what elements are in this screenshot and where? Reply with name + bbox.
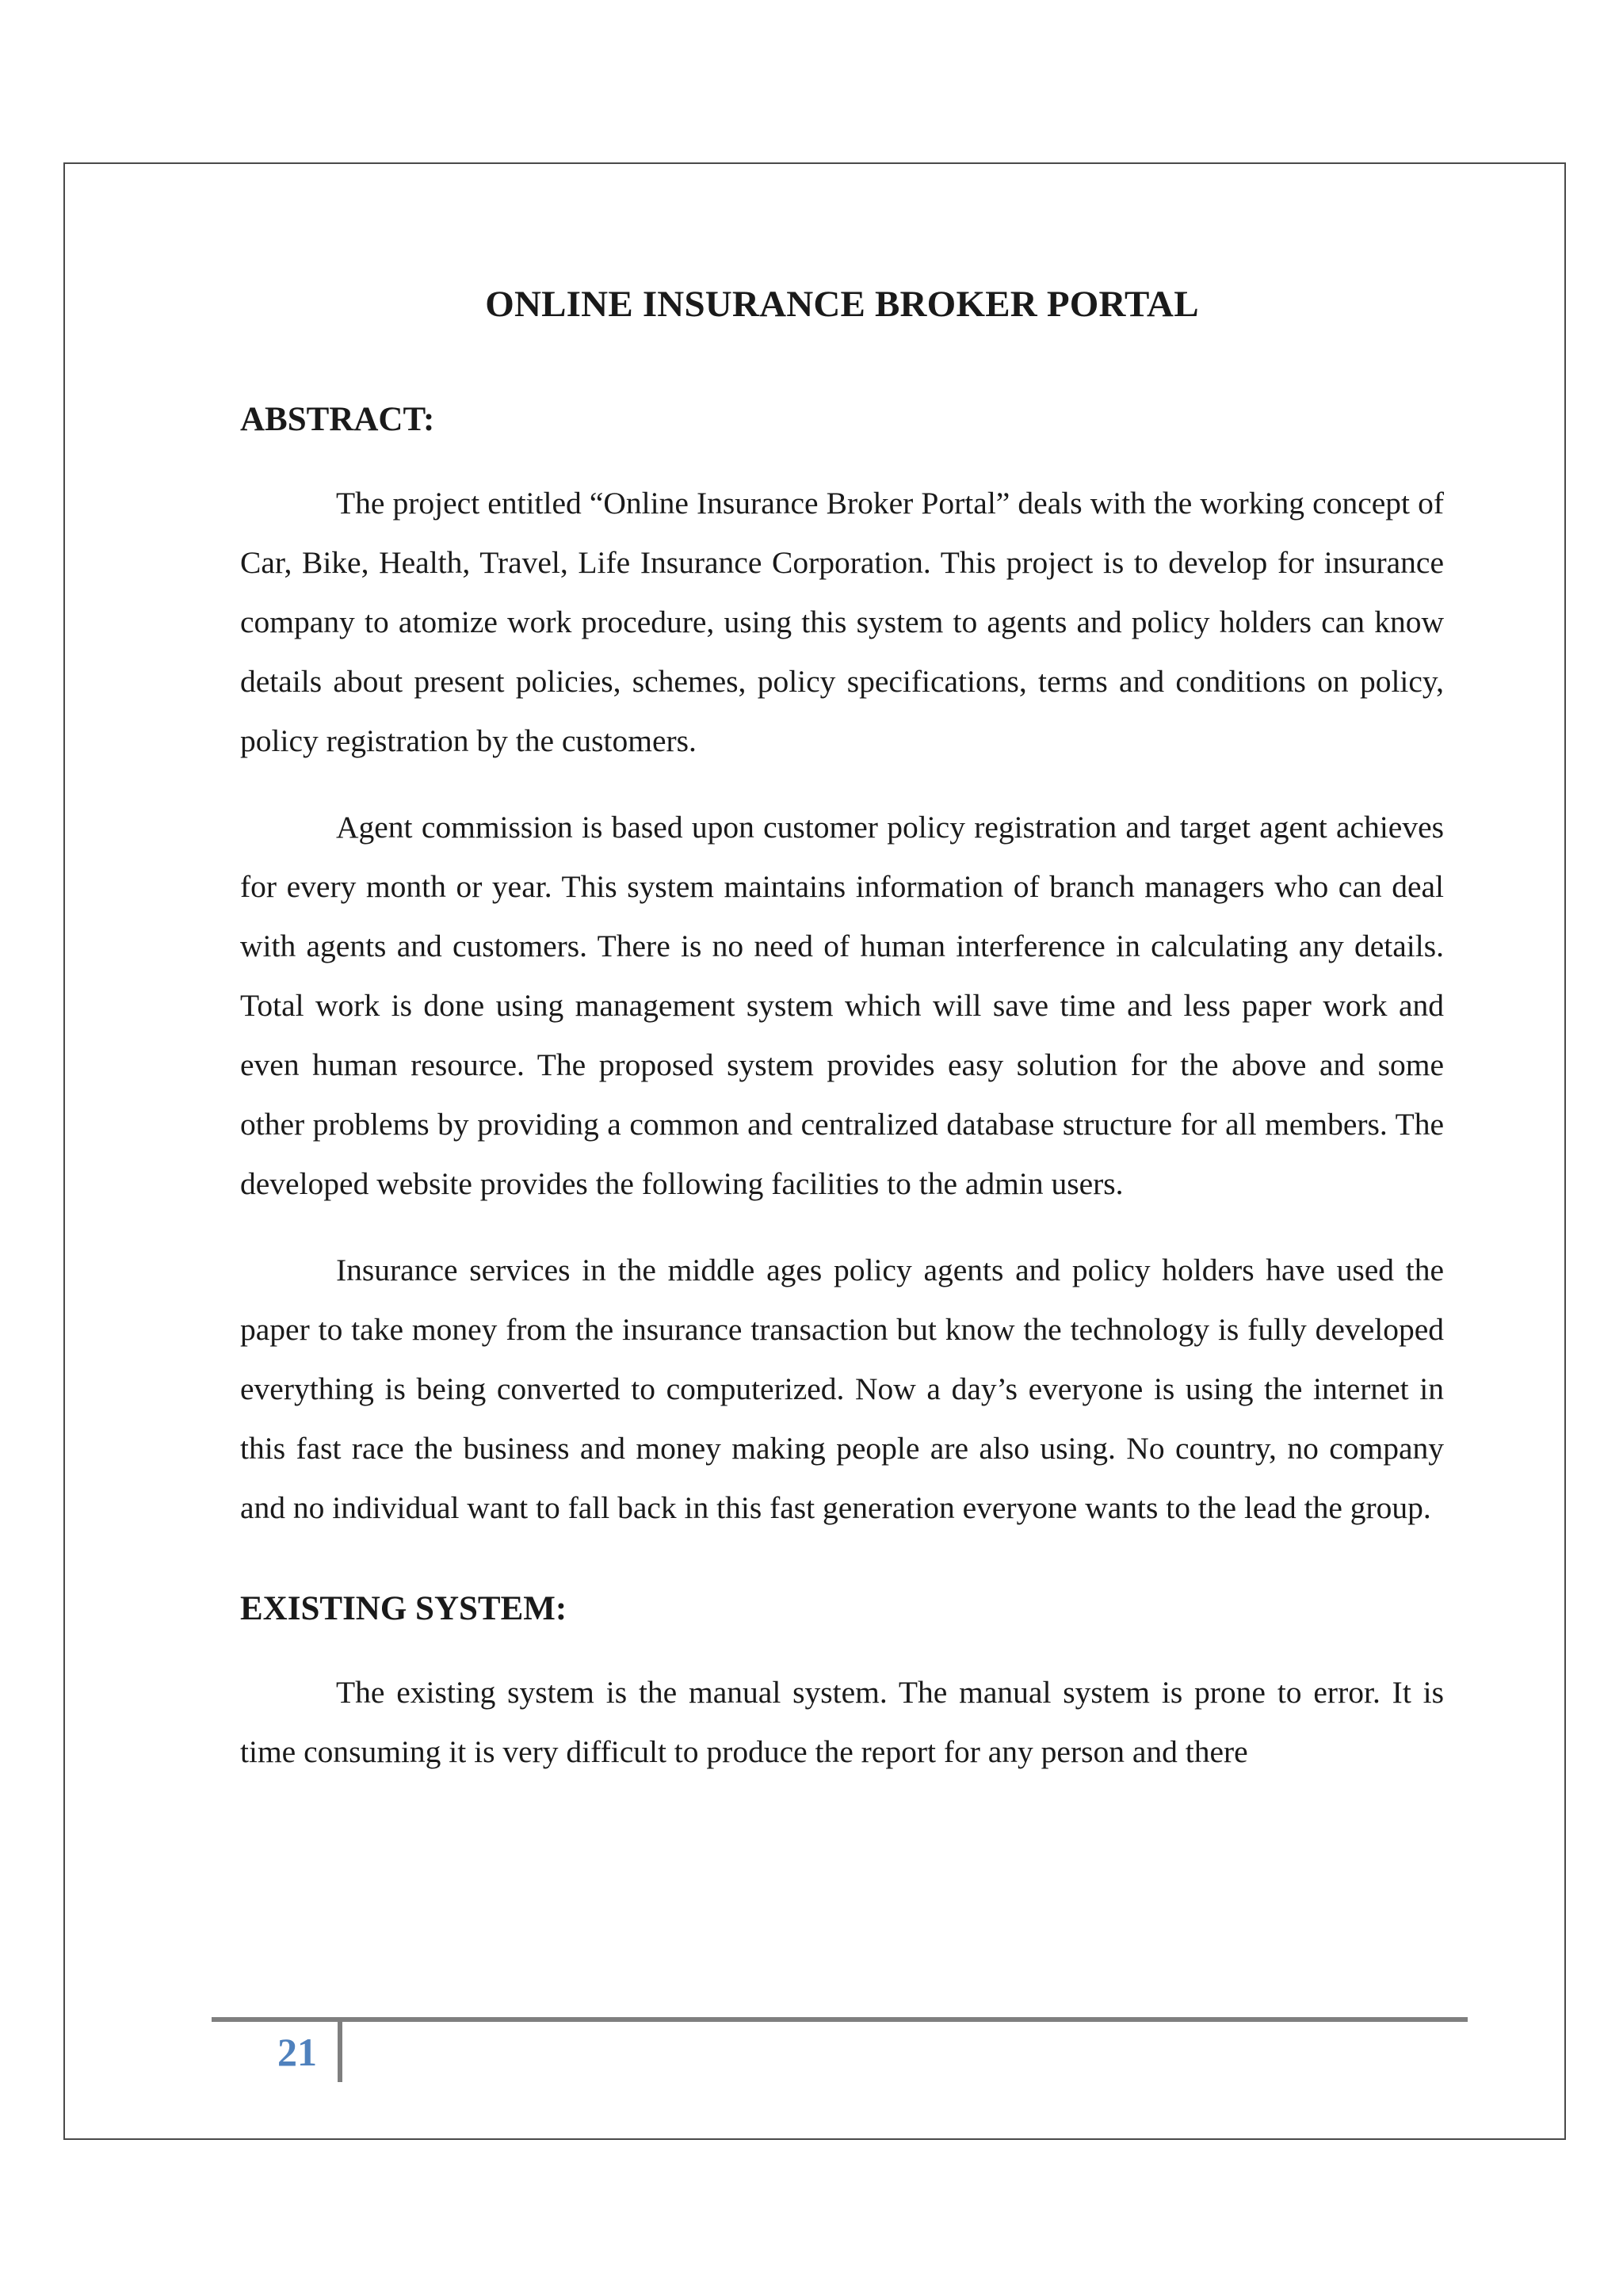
section-heading-abstract: ABSTRACT: <box>240 401 435 439</box>
existing-system-paragraph-1: The existing system is the manual system. The manual system is prone to error. It is time consuming it is very difficult to produce the report for any person and there <box>240 1674 1444 1769</box>
page-number: 21 <box>277 2030 317 2074</box>
abstract-paragraph-3: Insurance services in the middle ages policy agents and policy holders have used the paper to take money from the insurance transaction but know the technology is fully developed everything is being converted to computerized. Now a day’s everyone is using the internet in this fast race the business and money making people are also using. No country, no company and no individual want to fall back in this fast generation everyone wants to the lead the group. <box>240 1252 1444 1525</box>
section-heading-existing-system: EXISTING SYSTEM: <box>240 1589 567 1627</box>
abstract-paragraph-1: The project entitled “Online Insurance Broker Portal” deals with the working concept of Car, Bike, Health, Travel, Life Insurance Corporation. This project is to develop for insurance company to atomize work procedure, using this system to agents and policy holders can know details about present policies, schemes, policy specifications, terms and conditions on policy, policy registration by the customers. <box>240 485 1444 758</box>
footer-rule <box>212 2017 1468 2022</box>
document-title: ONLINE INSURANCE BROKER PORTAL <box>485 284 1199 325</box>
abstract-paragraph-2: Agent commission is based upon customer policy registration and target agent achieves for every month or year. This system maintains information of branch managers who can deal with agents and customers. There is no need of human interference in calculating any details. Total work is done using management system which will save time and less paper work and even human resource. The proposed system provides easy solution for the above and some other problems by providing a common and centralized database structure for all members. The developed website provides the following facilities to the admin users. <box>240 809 1444 1201</box>
footer-divider <box>338 2022 342 2082</box>
document-body <box>240 269 1444 1809</box>
